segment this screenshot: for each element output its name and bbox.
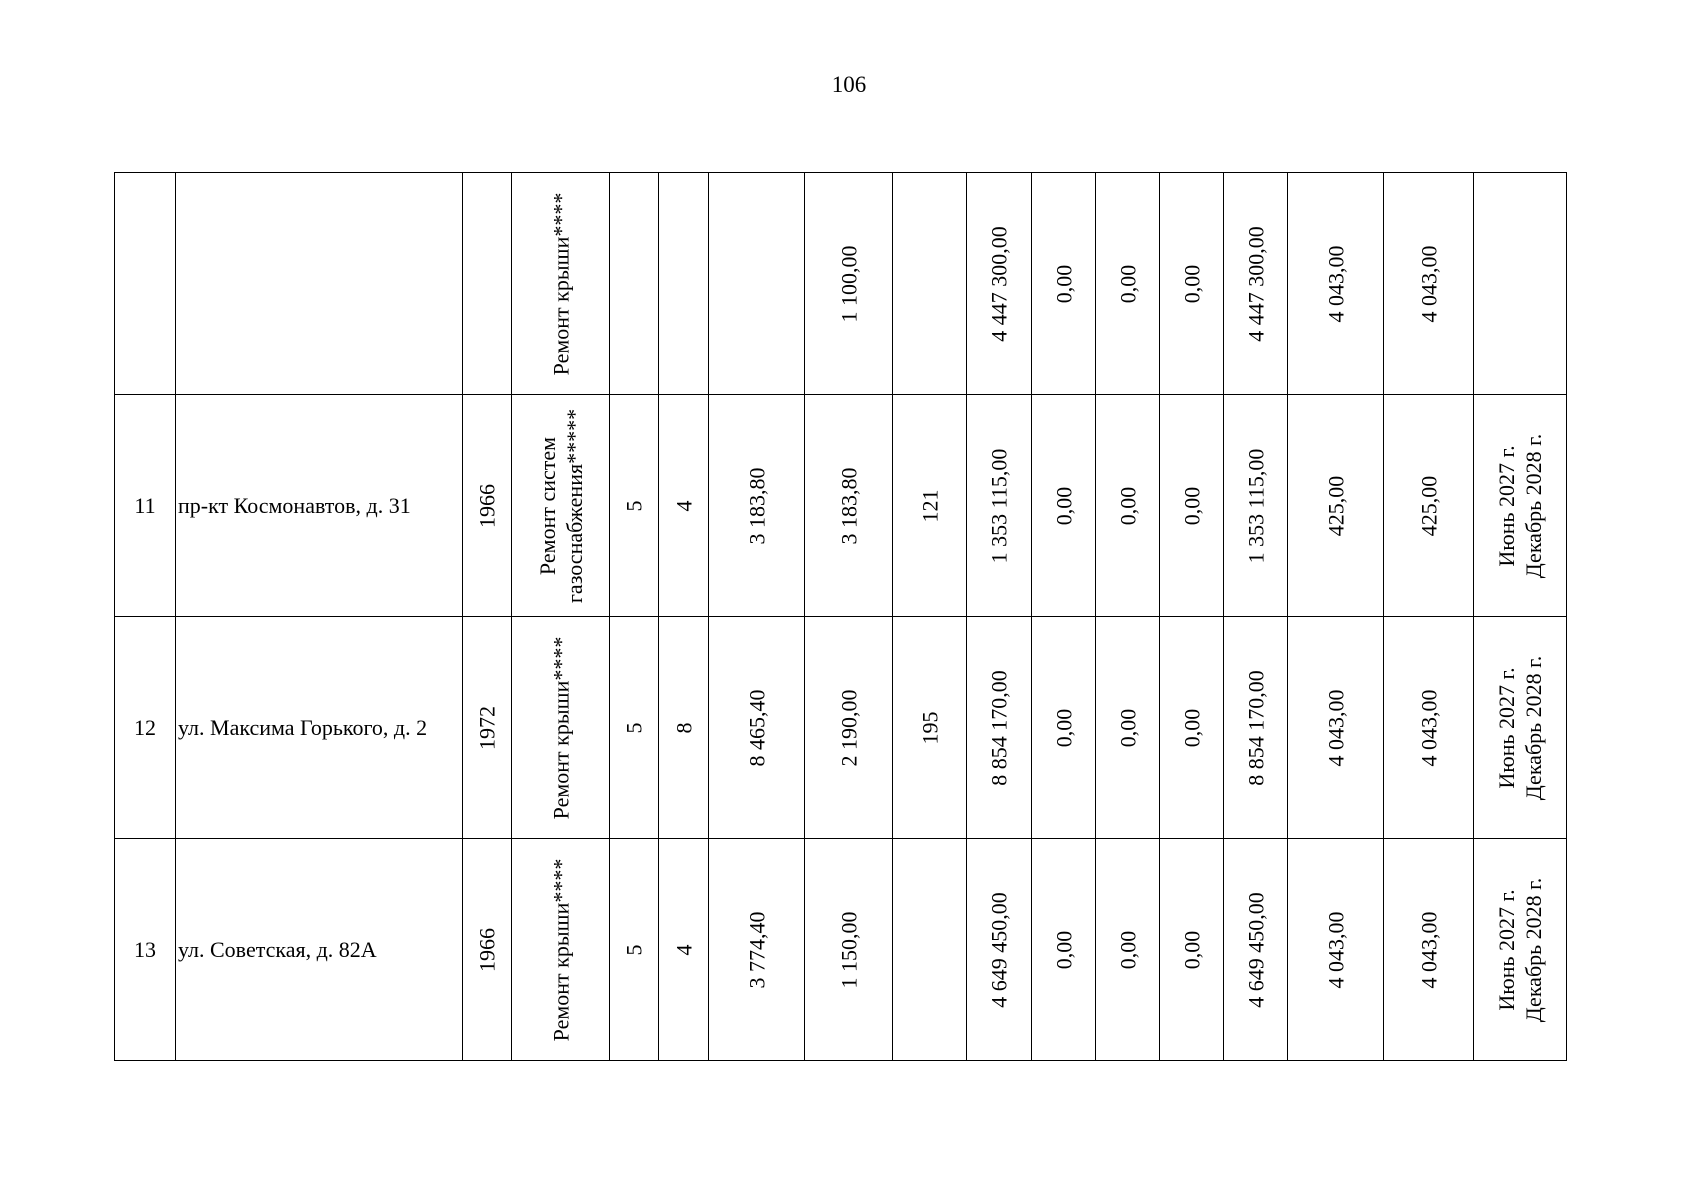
address-cell: ул. Максима Горького, д. 2 — [176, 617, 463, 839]
floors-cell: 5 — [610, 617, 659, 839]
row-number-cell: 11 — [115, 395, 176, 617]
page-number: 106 — [831, 72, 867, 97]
fund-local-cell: 0,00 — [1160, 395, 1224, 617]
fund-owners-cell: 8 854 170,00 — [1224, 617, 1288, 839]
entrances-cell: 4 — [659, 395, 709, 617]
work-type-cell: Ремонт крыши**** — [512, 839, 610, 1061]
total-area-cell: 8 465,40 — [709, 617, 805, 839]
unit-cost-cell: 425,00 — [1288, 395, 1384, 617]
fund-local-cell: 0,00 — [1160, 617, 1224, 839]
period-cell — [1474, 173, 1567, 395]
table-row — [115, 617, 1567, 839]
residents-cell: 195 — [893, 617, 967, 839]
fund-owners-cell: 1 353 115,00 — [1224, 395, 1288, 617]
residents-cell — [893, 173, 967, 395]
work-area-cell: 2 190,00 — [805, 617, 893, 839]
entrances-cell: 4 — [659, 839, 709, 1061]
fund-regional-cell: 0,00 — [1096, 839, 1160, 1061]
address-cell: ул. Советская, д. 82А — [176, 839, 463, 1061]
fund-local-cell: 0,00 — [1160, 173, 1224, 395]
residents-cell — [893, 839, 967, 1061]
floors-cell: 5 — [610, 839, 659, 1061]
unit-cost-max-cell: 4 043,00 — [1384, 617, 1474, 839]
total-cost-cell: 4 447 300,00 — [967, 173, 1032, 395]
entrances-cell: 8 — [659, 617, 709, 839]
row-number-cell: 13 — [115, 839, 176, 1061]
address-cell: пр-кт Космонавтов, д. 31 — [176, 395, 463, 617]
unit-cost-max-cell: 425,00 — [1384, 395, 1474, 617]
fund-federal-cell: 0,00 — [1032, 839, 1096, 1061]
total-cost-cell: 1 353 115,00 — [967, 395, 1032, 617]
fund-federal-cell: 0,00 — [1032, 173, 1096, 395]
residents-cell: 121 — [893, 395, 967, 617]
table-row — [115, 395, 1567, 617]
fund-federal-cell: 0,00 — [1032, 395, 1096, 617]
year-cell — [463, 173, 512, 395]
period-cell: Июнь 2027 г. Декабрь 2028 г. — [1474, 839, 1567, 1061]
unit-cost-cell: 4 043,00 — [1288, 173, 1384, 395]
total-area-cell: 3 774,40 — [709, 839, 805, 1061]
total-area-cell — [709, 173, 805, 395]
work-type-cell: Ремонт крыши**** — [512, 173, 610, 395]
unit-cost-cell: 4 043,00 — [1288, 617, 1384, 839]
fund-regional-cell: 0,00 — [1096, 617, 1160, 839]
entrances-cell — [659, 173, 709, 395]
fund-federal-cell: 0,00 — [1032, 617, 1096, 839]
fund-regional-cell: 0,00 — [1096, 395, 1160, 617]
total-area-cell: 3 183,80 — [709, 395, 805, 617]
year-cell: 1966 — [463, 839, 512, 1061]
work-area-cell: 1 100,00 — [805, 173, 893, 395]
capital-repair-table — [114, 172, 1567, 1061]
work-area-cell: 1 150,00 — [805, 839, 893, 1061]
work-type-cell: Ремонт систем газоснабжения***** — [512, 395, 610, 617]
table-row — [115, 173, 1567, 395]
total-cost-cell: 8 854 170,00 — [967, 617, 1032, 839]
unit-cost-max-cell: 4 043,00 — [1384, 839, 1474, 1061]
period-cell: Июнь 2027 г. Декабрь 2028 г. — [1474, 395, 1567, 617]
fund-regional-cell: 0,00 — [1096, 173, 1160, 395]
fund-owners-cell: 4 447 300,00 — [1224, 173, 1288, 395]
fund-owners-cell: 4 649 450,00 — [1224, 839, 1288, 1061]
floors-cell: 5 — [610, 395, 659, 617]
address-cell — [176, 173, 463, 395]
period-cell: Июнь 2027 г. Декабрь 2028 г. — [1474, 617, 1567, 839]
year-cell: 1972 — [463, 617, 512, 839]
unit-cost-cell: 4 043,00 — [1288, 839, 1384, 1061]
year-cell: 1966 — [463, 395, 512, 617]
total-cost-cell: 4 649 450,00 — [967, 839, 1032, 1061]
unit-cost-max-cell: 4 043,00 — [1384, 173, 1474, 395]
work-type-cell: Ремонт крыши**** — [512, 617, 610, 839]
work-area-cell: 3 183,80 — [805, 395, 893, 617]
row-number-cell — [115, 173, 176, 395]
table-row — [115, 839, 1567, 1061]
row-number-cell: 12 — [115, 617, 176, 839]
fund-local-cell: 0,00 — [1160, 839, 1224, 1061]
floors-cell — [610, 173, 659, 395]
